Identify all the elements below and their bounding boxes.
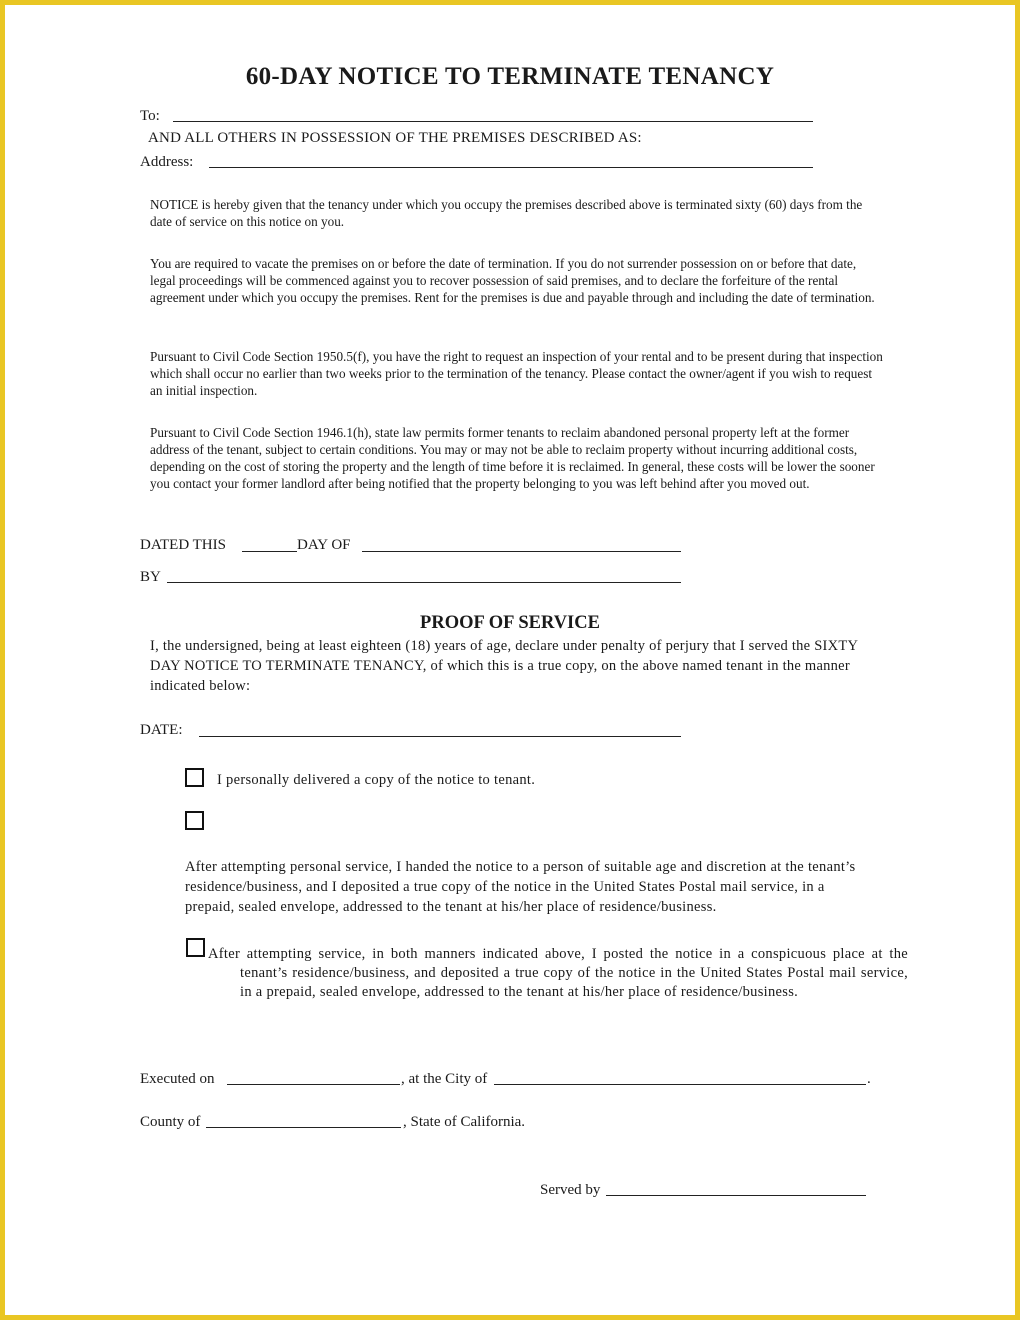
proof-of-service-heading: PROOF OF SERVICE (420, 613, 600, 633)
document-page (5, 5, 1015, 1315)
state-label: , State of California. (403, 1114, 526, 1130)
posting-service-text: After attempting service, in both manners indicated above, I posted the notice in a conspicuous place at the tenant’s residence/business, and deposited a true copy of the notice in the United States Postal mail service, in a prepaid, sealed envelope, addressed to the tenant at his/her place of residence/business. (208, 946, 908, 1000)
county-label: County of (140, 1114, 201, 1130)
vacate-paragraph: You are required to vacate the premises on or before the date of termination. If you do not surrender possession on or before that date, legal proceedings will be commenced against you to recover possession of said premises, and to declare the forfeiture of the rental agreement under which you occupy the premises. Rent for the premises is due and payable through and including the date of termination. (150, 256, 875, 305)
by-label: BY (140, 569, 161, 585)
substitute-service-checkbox[interactable] (185, 811, 204, 830)
dated-month-field[interactable] (362, 551, 681, 552)
address-label: Address: (140, 154, 194, 170)
personal-delivery-label: I personally delivered a copy of the notice to tenant. (217, 772, 536, 788)
address-field[interactable] (209, 167, 813, 168)
at-city-label: , at the City of (401, 1071, 488, 1087)
all-others-text: AND ALL OTHERS IN POSSESSION OF THE PREMISES DESCRIBED AS: (148, 130, 642, 146)
property-paragraph: Pursuant to Civil Code Section 1946.1(h), state law permits former tenants to reclaim abandoned personal property left at the former address of the tenant, subject to certain conditions. You may or may not be able to reclaim property without incurring additional costs, depending on the cost of storing the property and the length of time before it is reclaimed. In general, these costs will be lower the sooner you contact your former landlord after being notified that the property belonging to you was left behind after you moved out. (150, 425, 875, 491)
dated-day-field[interactable] (242, 551, 297, 552)
served-by-signature-field[interactable] (606, 1195, 866, 1196)
to-label: To: (140, 108, 160, 124)
served-by-label: Served by (540, 1182, 601, 1198)
executed-date-field[interactable] (227, 1084, 400, 1085)
service-date-field[interactable] (199, 736, 681, 737)
day-of-label: DAY OF (297, 537, 351, 553)
personal-delivery-checkbox[interactable] (185, 768, 204, 787)
inspection-paragraph: Pursuant to Civil Code Section 1950.5(f), you have the right to request an inspection of your rental and to be present during that inspection which shall occur no earlier than two weeks prior to the termination of the tenancy. Please contact the owner/agent if you wish to request an initial inspection. (150, 349, 883, 398)
period-mark: . (867, 1071, 871, 1087)
notice-paragraph: NOTICE is hereby given that the tenancy under which you occupy the premises described above is terminated sixty (60) days from the date of service on this notice on you. (150, 197, 863, 229)
by-signature-field[interactable] (167, 582, 681, 583)
dated-label: DATED THIS (140, 537, 226, 553)
proof-declaration-text: I, the undersigned, being at least eighteen (18) years of age, declare under penalty of perjury that I served the SIXTY DAY NOTICE TO TERMINATE TENANCY, of which this is a true copy, on the above named tenant in the manner indicated below: (150, 638, 858, 694)
date-label: DATE: (140, 722, 183, 738)
county-field[interactable] (206, 1127, 401, 1128)
posting-service-checkbox[interactable] (186, 938, 205, 957)
city-field[interactable] (494, 1084, 866, 1085)
substitute-service-text: After attempting personal service, I handed the notice to a person of suitable age and discretion at the tenant’s residence/business, and I deposited a true copy of the notice in the United States Postal mail service, in a prepaid, sealed envelope, addressed to the tenant at his/her place of residence/business. (185, 859, 856, 915)
executed-on-label: Executed on (140, 1071, 215, 1087)
document-title: 60-DAY NOTICE TO TERMINATE TENANCY (245, 63, 775, 90)
to-field[interactable] (173, 121, 813, 122)
